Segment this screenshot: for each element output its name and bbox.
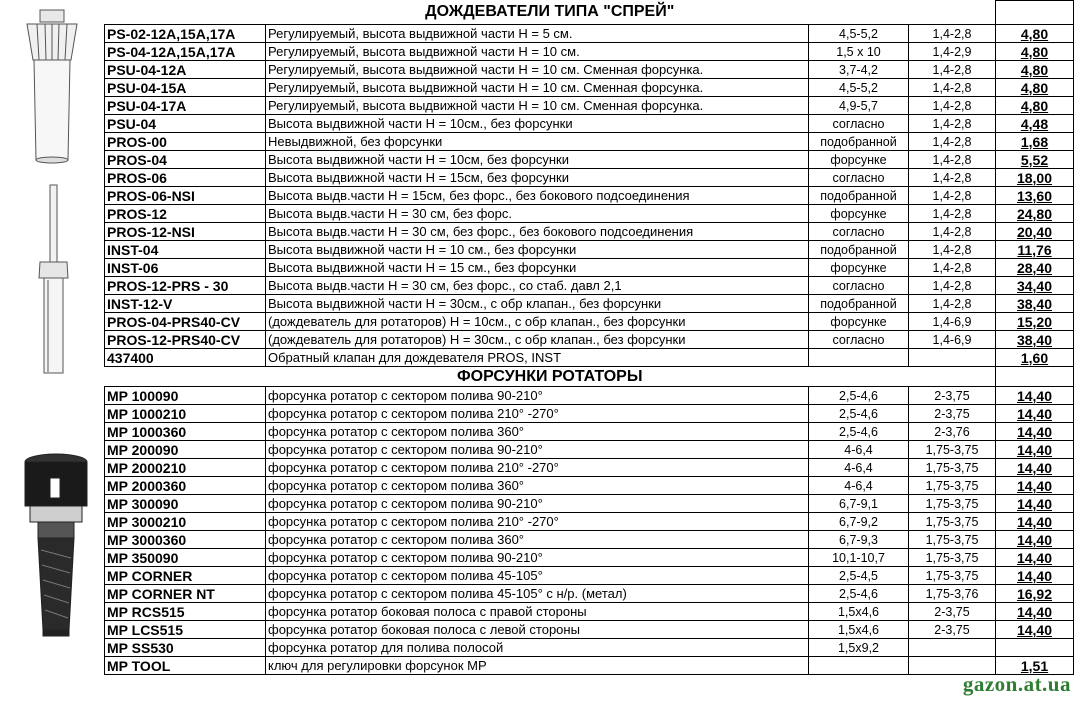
product-description: Регулируемый, высота выдвижной части Н = 10 см. Сменная форсунка.	[266, 97, 809, 115]
product-description: Высота выдвижной части Н = 10см, без форсунки	[266, 151, 809, 169]
product-description: форсунка ротатор с сектором полива 360°	[266, 531, 809, 549]
price-value: 4,80	[996, 79, 1074, 97]
product-code: 437400	[105, 349, 266, 367]
product-description: Регулируемый, высота выдвижной части Н = 5 см.	[266, 25, 809, 43]
pressure-value: 1,4-2,8	[909, 151, 996, 169]
range-value: 6,7-9,3	[809, 531, 909, 549]
pressure-value: 1,4-2,8	[909, 205, 996, 223]
table-row	[105, 169, 1074, 187]
product-code: PROS-12-NSI	[105, 223, 266, 241]
product-description: ключ для регулировки форсунок МР	[266, 657, 809, 675]
table-row	[105, 495, 1074, 513]
table-row	[105, 387, 1074, 405]
pressure-value	[909, 349, 996, 367]
price-value: 14,40	[996, 441, 1074, 459]
table-row	[105, 585, 1074, 603]
range-value: 2,5-4,6	[809, 423, 909, 441]
range-value: 1,5х9,2	[809, 639, 909, 657]
table-row	[105, 477, 1074, 495]
price-value: 13,60	[996, 187, 1074, 205]
range-value: 4-6,4	[809, 459, 909, 477]
table-row	[105, 331, 1074, 349]
product-description: форсунка ротатор с сектором полива 210° -270°	[266, 513, 809, 531]
pressure-value: 1,4-2,8	[909, 295, 996, 313]
pressure-value: 1,4-2,8	[909, 61, 996, 79]
table-row	[105, 259, 1074, 277]
table-row	[105, 43, 1074, 61]
product-description: форсунка ротатор с сектором полива 210° -270°	[266, 459, 809, 477]
product-description: Невыдвижной, без форсунки	[266, 133, 809, 151]
table-row	[105, 349, 1074, 367]
pressure-value: 1,75-3,76	[909, 585, 996, 603]
pressure-value: 1,4-6,9	[909, 331, 996, 349]
range-value: подобранной	[809, 133, 909, 151]
product-description: Высота выдв.части Н = 15см, без форс., без бокового подсоединения	[266, 187, 809, 205]
range-value: согласно	[809, 169, 909, 187]
product-code: MP 1000360	[105, 423, 266, 441]
section-title-price-cell	[996, 1, 1074, 25]
range-value: согласно	[809, 223, 909, 241]
product-code: PSU-04-12A	[105, 61, 266, 79]
price-value: 14,40	[996, 531, 1074, 549]
price-value: 24,80	[996, 205, 1074, 223]
price-value: 20,40	[996, 223, 1074, 241]
price-value: 18,00	[996, 169, 1074, 187]
product-description: Высота выдвижной части Н = 10см., без форсунки	[266, 115, 809, 133]
price-value: 14,40	[996, 549, 1074, 567]
pressure-value: 2-3,75	[909, 405, 996, 423]
table-row	[105, 115, 1074, 133]
price-value: 38,40	[996, 295, 1074, 313]
product-code: INST-12-V	[105, 295, 266, 313]
price-value: 14,40	[996, 603, 1074, 621]
range-value: согласно	[809, 277, 909, 295]
range-value: подобранной	[809, 187, 909, 205]
table-row	[105, 205, 1074, 223]
pressure-value: 1,4-2,8	[909, 97, 996, 115]
table-row	[105, 639, 1074, 657]
price-value: 14,40	[996, 405, 1074, 423]
product-description: форсунка ротатор для полива полосой	[266, 639, 809, 657]
product-code: MP 3000360	[105, 531, 266, 549]
table-row	[105, 621, 1074, 639]
range-value: 2,5-4,6	[809, 585, 909, 603]
table-row	[105, 277, 1074, 295]
product-description: форсунка ротатор с сектором полива 90-210°	[266, 441, 809, 459]
product-code: INST-06	[105, 259, 266, 277]
spray-sprinkler-body-icon	[27, 10, 77, 163]
table-row	[105, 423, 1074, 441]
price-value: 4,80	[996, 43, 1074, 61]
pressure-value: 1,4-2,8	[909, 169, 996, 187]
pressure-value: 2-3,75	[909, 603, 996, 621]
price-value: 14,40	[996, 621, 1074, 639]
product-description: (дождеватель для ротаторов) Н = 30см., с обр клапан., без форсунки	[266, 331, 809, 349]
price-value: 28,40	[996, 259, 1074, 277]
pressure-value: 2-3,76	[909, 423, 996, 441]
price-value: 4,80	[996, 97, 1074, 115]
product-code: MP TOOL	[105, 657, 266, 675]
pressure-value: 1,75-3,75	[909, 567, 996, 585]
product-code: PSU-04-15A	[105, 79, 266, 97]
table-row	[105, 97, 1074, 115]
price-value: 14,40	[996, 477, 1074, 495]
product-code: PROS-12-PRS40-CV	[105, 331, 266, 349]
range-value: 6,7-9,1	[809, 495, 909, 513]
table-row	[105, 133, 1074, 151]
pressure-value: 2-3,75	[909, 387, 996, 405]
product-code: INST-04	[105, 241, 266, 259]
product-code: MP LCS515	[105, 621, 266, 639]
range-value	[809, 349, 909, 367]
product-code: MP 100090	[105, 387, 266, 405]
table-row	[105, 531, 1074, 549]
range-value: 4,9-5,7	[809, 97, 909, 115]
table-row	[105, 313, 1074, 331]
pressure-value: 1,75-3,75	[909, 513, 996, 531]
product-code: PS-02-12A,15A,17A	[105, 25, 266, 43]
range-value: 2,5-4,6	[809, 387, 909, 405]
product-description: форсунка ротатор с сектором полива 90-210°	[266, 549, 809, 567]
pressure-value	[909, 639, 996, 657]
product-description: Высота выдвижной части Н = 15 см., без форсунки	[266, 259, 809, 277]
price-value	[996, 639, 1074, 657]
price-value: 4,80	[996, 25, 1074, 43]
price-value: 14,40	[996, 423, 1074, 441]
product-description: форсунка ротатор с сектором полива 45-105°	[266, 567, 809, 585]
range-value: 4,5-5,2	[809, 25, 909, 43]
range-value: согласно	[809, 115, 909, 133]
product-code: PSU-04	[105, 115, 266, 133]
range-value: форсунке	[809, 151, 909, 169]
product-images-column	[0, 0, 104, 709]
table-row	[105, 25, 1074, 43]
range-value: 6,7-9,2	[809, 513, 909, 531]
table-row	[105, 151, 1074, 169]
range-value: 1,5х4,6	[809, 603, 909, 621]
product-description: Высота выдв.части Н = 30 см, без форс., со стаб. давл 2,1	[266, 277, 809, 295]
product-code: MP SS530	[105, 639, 266, 657]
product-code: MP RCS515	[105, 603, 266, 621]
product-code: MP 2000210	[105, 459, 266, 477]
section-title-row	[105, 367, 1074, 387]
section-title-price-cell	[996, 367, 1074, 387]
pressure-value: 1,4-6,9	[909, 313, 996, 331]
pressure-value: 1,4-2,8	[909, 223, 996, 241]
price-value: 5,52	[996, 151, 1074, 169]
product-code: MP CORNER NT	[105, 585, 266, 603]
pressure-value: 1,4-2,8	[909, 25, 996, 43]
pressure-value: 1,4-2,8	[909, 115, 996, 133]
rotator-nozzle-icon	[25, 454, 87, 636]
product-code: MP 3000210	[105, 513, 266, 531]
table-row	[105, 549, 1074, 567]
price-value: 14,40	[996, 495, 1074, 513]
table-row	[105, 441, 1074, 459]
pressure-value: 1,4-2,8	[909, 277, 996, 295]
pressure-value: 1,4-2,8	[909, 133, 996, 151]
range-value: 1,5 х 10	[809, 43, 909, 61]
product-code: PROS-00	[105, 133, 266, 151]
product-code: MP CORNER	[105, 567, 266, 585]
price-value: 1,51	[996, 657, 1074, 675]
product-description: форсунка ротатор с сектором полива 45-105° с н/р. (метал)	[266, 585, 809, 603]
price-value: 16,92	[996, 585, 1074, 603]
table-row	[105, 295, 1074, 313]
site-watermark: gazon.at.ua	[962, 672, 1071, 696]
range-value: 4-6,4	[809, 441, 909, 459]
product-description: Обратный клапан для дождевателя PROS, INST	[266, 349, 809, 367]
range-value: 4,5-5,2	[809, 79, 909, 97]
range-value	[809, 657, 909, 675]
product-description: форсунка ротатор с сектором полива 210° -270°	[266, 405, 809, 423]
product-description: Высота выдвижной части Н = 10 см., без форсунки	[266, 241, 809, 259]
product-description: Высота выдв.части Н = 30 см, без форс., без бокового подсоединения	[266, 223, 809, 241]
pressure-value: 1,4-2,8	[909, 79, 996, 97]
range-value: подобранной	[809, 241, 909, 259]
table-row	[105, 405, 1074, 423]
pressure-value: 1,4-2,8	[909, 241, 996, 259]
product-code: MP 300090	[105, 495, 266, 513]
price-value: 1,68	[996, 133, 1074, 151]
price-value: 1,60	[996, 349, 1074, 367]
table-row	[105, 79, 1074, 97]
product-description: (дождеватель для ротаторов) Н = 10см., с обр клапан., без форсунки	[266, 313, 809, 331]
price-value: 14,40	[996, 513, 1074, 531]
price-value: 14,40	[996, 387, 1074, 405]
pop-up-sprinkler-riser-icon	[39, 185, 68, 373]
range-value: форсунке	[809, 259, 909, 277]
price-value: 38,40	[996, 331, 1074, 349]
price-value: 34,40	[996, 277, 1074, 295]
product-description: форсунка ротатор боковая полоса с левой стороны	[266, 621, 809, 639]
product-images	[0, 0, 104, 709]
pressure-value: 1,4-2,8	[909, 259, 996, 277]
range-value: 2,5-4,6	[809, 405, 909, 423]
pressure-value: 1,4-2,9	[909, 43, 996, 61]
product-code: PROS-12-PRS - 30	[105, 277, 266, 295]
pressure-value: 1,75-3,75	[909, 495, 996, 513]
range-value: форсунке	[809, 313, 909, 331]
section-title-row	[105, 1, 1074, 25]
price-value: 15,20	[996, 313, 1074, 331]
pressure-value: 1,75-3,75	[909, 549, 996, 567]
pressure-value: 2-3,75	[909, 621, 996, 639]
product-code: PSU-04-17A	[105, 97, 266, 115]
table-row	[105, 567, 1074, 585]
range-value: 10,1-10,7	[809, 549, 909, 567]
price-value: 4,80	[996, 61, 1074, 79]
range-value: подобранной	[809, 295, 909, 313]
range-value: согласно	[809, 331, 909, 349]
table-row	[105, 603, 1074, 621]
product-description: форсунка ротатор с сектором полива 90-210°	[266, 387, 809, 405]
product-code: MP 200090	[105, 441, 266, 459]
price-value: 4,48	[996, 115, 1074, 133]
product-description: Высота выдв.части Н = 30 см, без форс.	[266, 205, 809, 223]
pressure-value: 1,75-3,75	[909, 531, 996, 549]
product-code: PS-04-12A,15A,17A	[105, 43, 266, 61]
table-row	[105, 241, 1074, 259]
product-description: Регулируемый, высота выдвижной части Н = 10 см. Сменная форсунка.	[266, 61, 809, 79]
table-row	[105, 61, 1074, 79]
product-code: MP 350090	[105, 549, 266, 567]
product-code: PROS-06-NSI	[105, 187, 266, 205]
price-table-body	[105, 1, 1074, 675]
product-code: PROS-06	[105, 169, 266, 187]
section-title: ФОРСУНКИ РОТАТОРЫ	[105, 367, 996, 387]
product-code: PROS-04	[105, 151, 266, 169]
range-value: 3,7-4,2	[809, 61, 909, 79]
product-description: Регулируемый, высота выдвижной части Н = 10 см. Сменная форсунка.	[266, 79, 809, 97]
pressure-value: 1,4-2,8	[909, 187, 996, 205]
range-value: 4-6,4	[809, 477, 909, 495]
pressure-value: 1,75-3,75	[909, 459, 996, 477]
price-value: 11,76	[996, 241, 1074, 259]
product-description: Регулируемый, высота выдвижной части Н = 10 см.	[266, 43, 809, 61]
product-description: форсунка ротатор боковая полоса с правой стороны	[266, 603, 809, 621]
product-description: Высота выдвижной части Н = 30см., с обр клапан., без форсунки	[266, 295, 809, 313]
product-code: PROS-04-PRS40-CV	[105, 313, 266, 331]
table-row	[105, 223, 1074, 241]
price-value: 14,40	[996, 567, 1074, 585]
product-description: форсунка ротатор с сектором полива 90-210°	[266, 495, 809, 513]
product-code: MP 1000210	[105, 405, 266, 423]
range-value: 1,5х4,6	[809, 621, 909, 639]
pressure-value: 1,75-3,75	[909, 477, 996, 495]
range-value: 2,5-4,5	[809, 567, 909, 585]
price-value: 14,40	[996, 459, 1074, 477]
pressure-value: 1,75-3,75	[909, 441, 996, 459]
product-description: форсунка ротатор с сектором полива 360°	[266, 423, 809, 441]
price-table	[104, 0, 1074, 675]
table-row	[105, 459, 1074, 477]
product-code: PROS-12	[105, 205, 266, 223]
table-row	[105, 513, 1074, 531]
section-title: ДОЖДЕВАТЕЛИ ТИПА "СПРЕЙ"	[105, 1, 996, 25]
table-row	[105, 657, 1074, 675]
table-row	[105, 187, 1074, 205]
range-value: форсунке	[809, 205, 909, 223]
product-code: MP 2000360	[105, 477, 266, 495]
product-description: Высота выдвижной части Н = 15см, без форсунки	[266, 169, 809, 187]
product-description: форсунка ротатор с сектором полива 360°	[266, 477, 809, 495]
